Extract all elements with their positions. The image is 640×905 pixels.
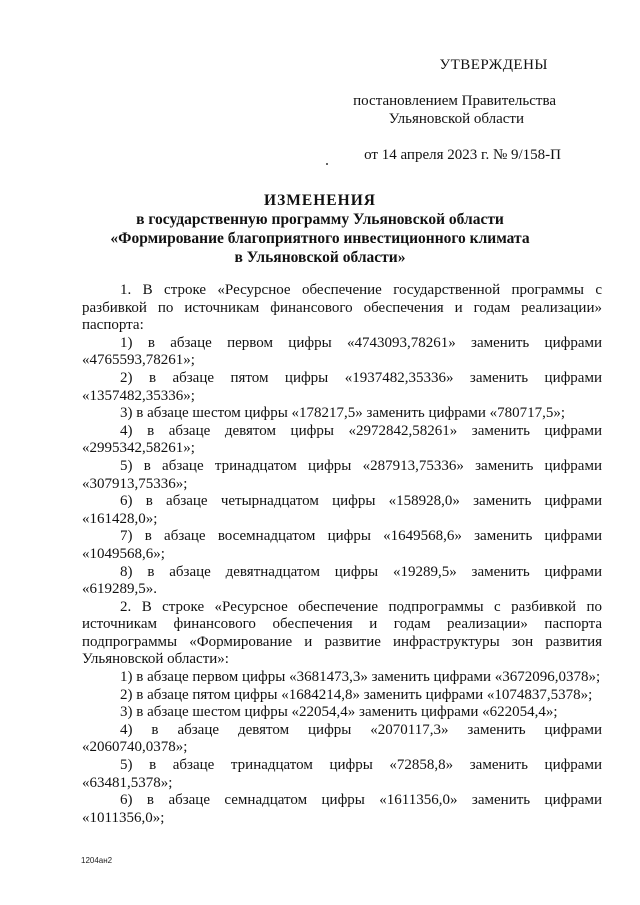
approval-heading: УТВЕРЖДЕНЫ [439,57,548,73]
approval-region-line: Ульяновской области [388,111,524,127]
approval-by-line: постановлением Правительства [353,93,556,109]
list-item: 6) в абзаце семнадцатом цифры «1611356,0» заменить цифрами «1011356,0»; [82,792,602,826]
list-item: 4) в абзаце девятом цифры «2972842,58261» заменить цифрами «2995342,58261»; [82,422,602,457]
list-item: 2) в абзаце пятом цифры «1937482,35336» заменить цифрами «1357482,35336»; [82,369,602,404]
document-body [82,282,602,827]
list-item: 8) в абзаце девятнадцатом цифры «19289,5» заменить цифрами «619289,5». [82,563,602,598]
document-code: 1204ан2 [81,856,113,865]
title-heading: ИЗМЕНЕНИЯ [264,192,376,209]
list-item: 3) в абзаце шестом цифры «178217,5» заменить цифрами «780717,5»; [120,405,566,422]
title-line-2: «Формирование благоприятного инвестиционного климата [110,230,530,247]
list-item: 1) в абзаце первом цифры «3681473,3» заменить цифрами «3672096,0378»; [120,669,601,686]
section-2-heading: 2. В строке «Ресурсное обеспечение подпрограммы с разбивкой по источникам финансового обеспечения и годам реализации» паспорта подпрограммы «Формирование и развитие инфраструктуры зон развития Ульяновской области»: [82,598,602,668]
list-item: 2) в абзаце пятом цифры «1684214,8» заменить цифрами «1074837,5378»; [120,686,593,703]
list-item: 4) в абзаце девятом цифры «2070117,3» заменить цифрами «2060740,0378»; [82,721,602,756]
list-item: 5) в абзаце тринадцатом цифры «287913,75336» заменить цифрами «307913,75336»; [82,457,602,492]
list-item: 1) в абзаце первом цифры «4743093,78261» заменить цифрами «4765593,78261»; [82,334,602,369]
list-item: 6) в абзаце четырнадцатом цифры «158928,0» заменить цифрами «161428,0»; [82,493,602,527]
list-item: 3) в абзаце шестом цифры «22054,4» заменить цифрами «622054,4»; [120,704,558,721]
title-line-1: в государственную программу Ульяновской области [136,211,504,228]
list-item: 7) в абзаце восемнадцатом цифры «1649568,6» заменить цифрами «1049568,6»; [82,528,602,562]
list-item: 5) в абзаце тринадцатом цифры «72858,8» заменить цифрами «63481,5378»; [82,757,602,791]
document-title [80,191,560,267]
title-line-3: в Ульяновской области» [234,249,406,266]
approval-date-line: от 14 апреля 2023 г. № 9/158-П [364,147,561,163]
section-1-heading: 1. В строке «Ресурсное обеспечение государственной программы с разбивкой по источникам финансового обеспечения и годам реализации» паспорта: [82,282,602,334]
scan-speck [326,163,328,165]
